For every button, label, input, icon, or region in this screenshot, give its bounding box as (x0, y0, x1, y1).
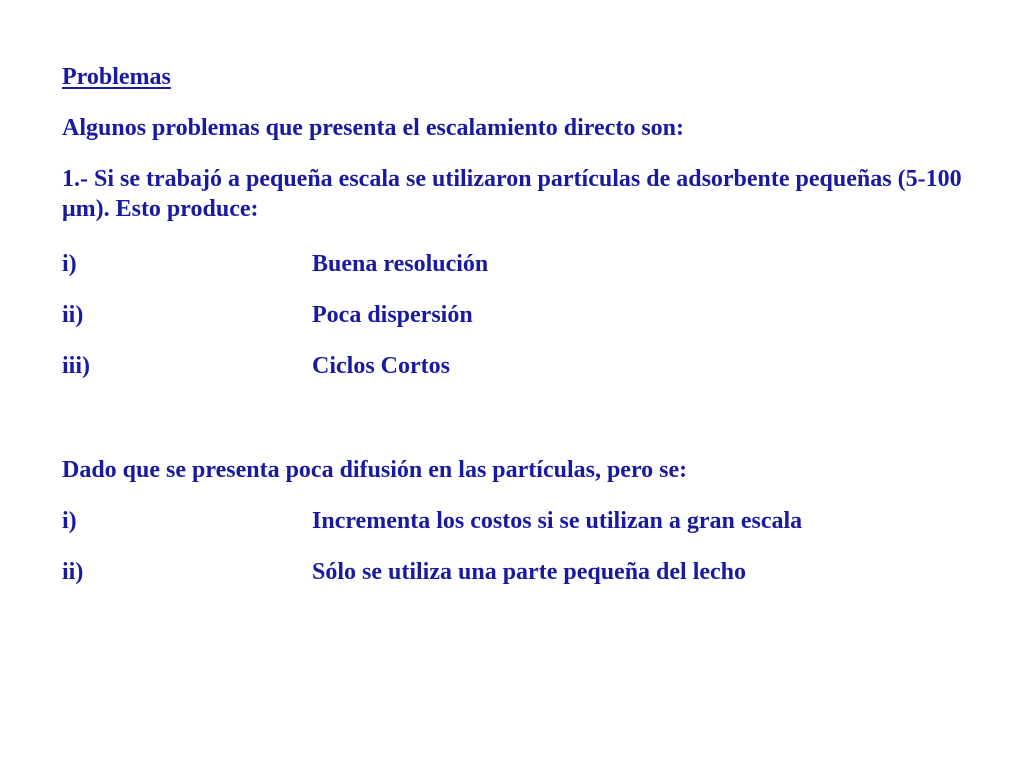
effect-item-text: Buena resolución (312, 251, 489, 277)
effect-item (62, 249, 488, 279)
section-title: Problemas (62, 64, 171, 90)
consequence-item (62, 557, 746, 587)
effect-item-text: Ciclos Cortos (312, 353, 450, 379)
conclusion-text: Dado que se presenta poca difusión en las partículas, pero se: (62, 457, 688, 483)
point-1-text: 1.- Si se trabajó a pequeña escala se utilizaron partículas de adsorbente pequeñas (5-100 μm). Esto produce: (62, 166, 962, 222)
consequence-item-number: ii) (62, 559, 84, 585)
effect-item-number: i) (62, 251, 77, 277)
consequence-item-text: Sólo se utiliza una parte pequeña del lecho (312, 559, 747, 585)
consequence-item (62, 506, 802, 536)
consequence-item-text: Incrementa los costos si se utilizan a gran escala (312, 508, 803, 534)
intro-text: Algunos problemas que presenta el escalamiento directo son: (62, 115, 684, 141)
effect-item (62, 300, 473, 330)
effect-item-text: Poca dispersión (312, 302, 473, 328)
consequence-item-number: i) (62, 508, 77, 534)
effect-item (62, 351, 450, 381)
effect-item-number: iii) (62, 353, 90, 379)
effect-item-number: ii) (62, 302, 84, 328)
